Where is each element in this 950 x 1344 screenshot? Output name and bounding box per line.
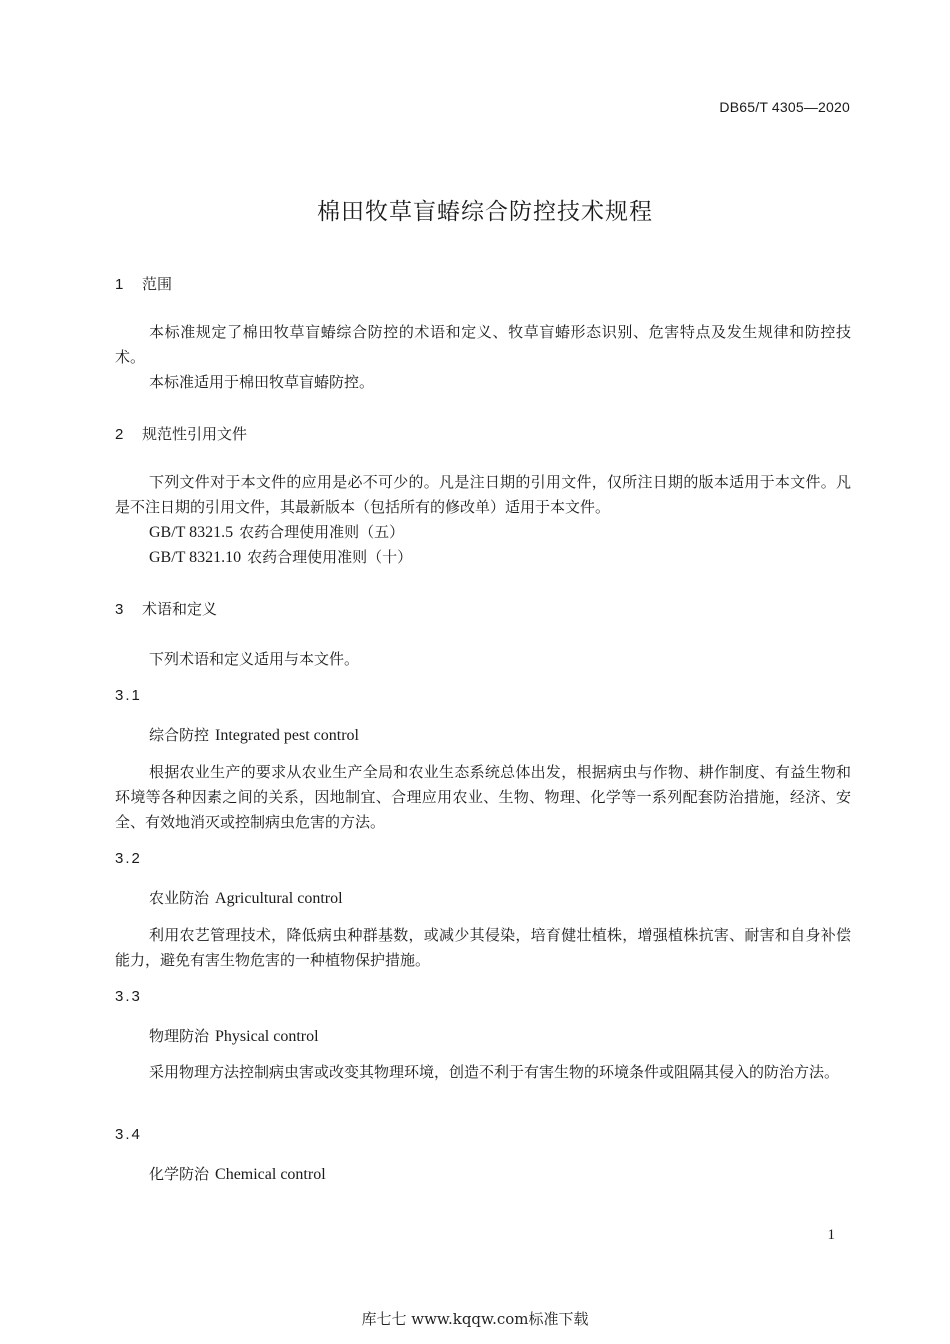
term-en: Physical control: [215, 1028, 319, 1045]
term-heading: [149, 1025, 319, 1046]
term-definition: 利用农艺管理技术，降低病虫种群基数，或减少其侵染，培育健壮植株，增强植株抗害、耐害和自身补偿能力，避免有害生物危害的一种植物保护措施。: [115, 926, 851, 969]
section-title: 术语和定义: [142, 600, 218, 618]
term-number: 3.2: [115, 850, 142, 867]
section-number: 1: [115, 276, 124, 293]
term-definition: 根据农业生产的要求从农业生产全局和农业生态系统总体出发，根据病虫与作物、耕作制度、有益生物和环境等各种因素之间的关系，因地制宜、合理应用农业、生物、物理、化学等一系列配套防治措施，经济、安全、有效地消灭或控制病虫危害的方法。: [115, 763, 851, 831]
section-title: 范围: [142, 275, 173, 293]
section-title: 规范性引用文件: [142, 425, 248, 443]
term-en: Chemical control: [215, 1166, 326, 1183]
scope-paragraph-2: 本标准适用于棉田牧草盲蝽防控。: [149, 373, 375, 391]
reference-item: [149, 546, 412, 567]
term-number: 3.3: [115, 988, 142, 1005]
section-heading-terms: [115, 598, 217, 619]
term-number: 3.1: [115, 687, 142, 704]
scope-paragraph-1: 本标准规定了棉田牧草盲蝽综合防控的术语和定义、牧草盲蝽形态识别、危害特点及发生规律和防控技术。: [115, 323, 851, 366]
reference-name: 农药合理使用准则（五）: [239, 523, 405, 541]
reference-item: [149, 521, 404, 542]
standard-code: DB65/T 4305—2020: [719, 99, 850, 115]
section-heading-scope: [115, 273, 172, 294]
section-number: 3: [115, 601, 124, 618]
term-definition: 采用物理方法控制病虫害或改变其物理环境，创造不利于有害生物的环境条件或阻隔其侵入的防治方法。: [149, 1063, 840, 1081]
reference-name: 农药合理使用准则（十）: [247, 548, 413, 566]
footer-watermark: 库七七 www.kqqw.com标准下载: [361, 1310, 589, 1328]
term-en: Integrated pest control: [215, 727, 359, 744]
document-title: 棉田牧草盲蝽综合防控技术规程: [317, 199, 653, 225]
term-zh: 农业防治: [149, 889, 210, 907]
terms-intro: 下列术语和定义适用与本文件。: [149, 650, 360, 668]
page-number: 1: [827, 1227, 835, 1243]
term-number: 3.4: [115, 1126, 142, 1143]
term-zh: 综合防控: [149, 726, 210, 744]
term-heading: [149, 887, 343, 908]
term-heading: [149, 724, 359, 745]
references-intro: 下列文件对于本文件的应用是必不可少的。凡是注日期的引用文件，仅所注日期的版本适用于本文件。凡是不注日期的引用文件，其最新版本（包括所有的修改单）适用于本文件。: [115, 473, 851, 516]
reference-code: GB/T 8321.5: [149, 524, 234, 541]
term-zh: 物理防治: [149, 1027, 210, 1045]
term-zh: 化学防治: [149, 1165, 210, 1183]
term-en: Agricultural control: [215, 890, 343, 907]
reference-code: GB/T 8321.10: [149, 549, 242, 566]
term-heading: [149, 1163, 326, 1184]
section-heading-references: [115, 423, 247, 444]
section-number: 2: [115, 426, 124, 443]
